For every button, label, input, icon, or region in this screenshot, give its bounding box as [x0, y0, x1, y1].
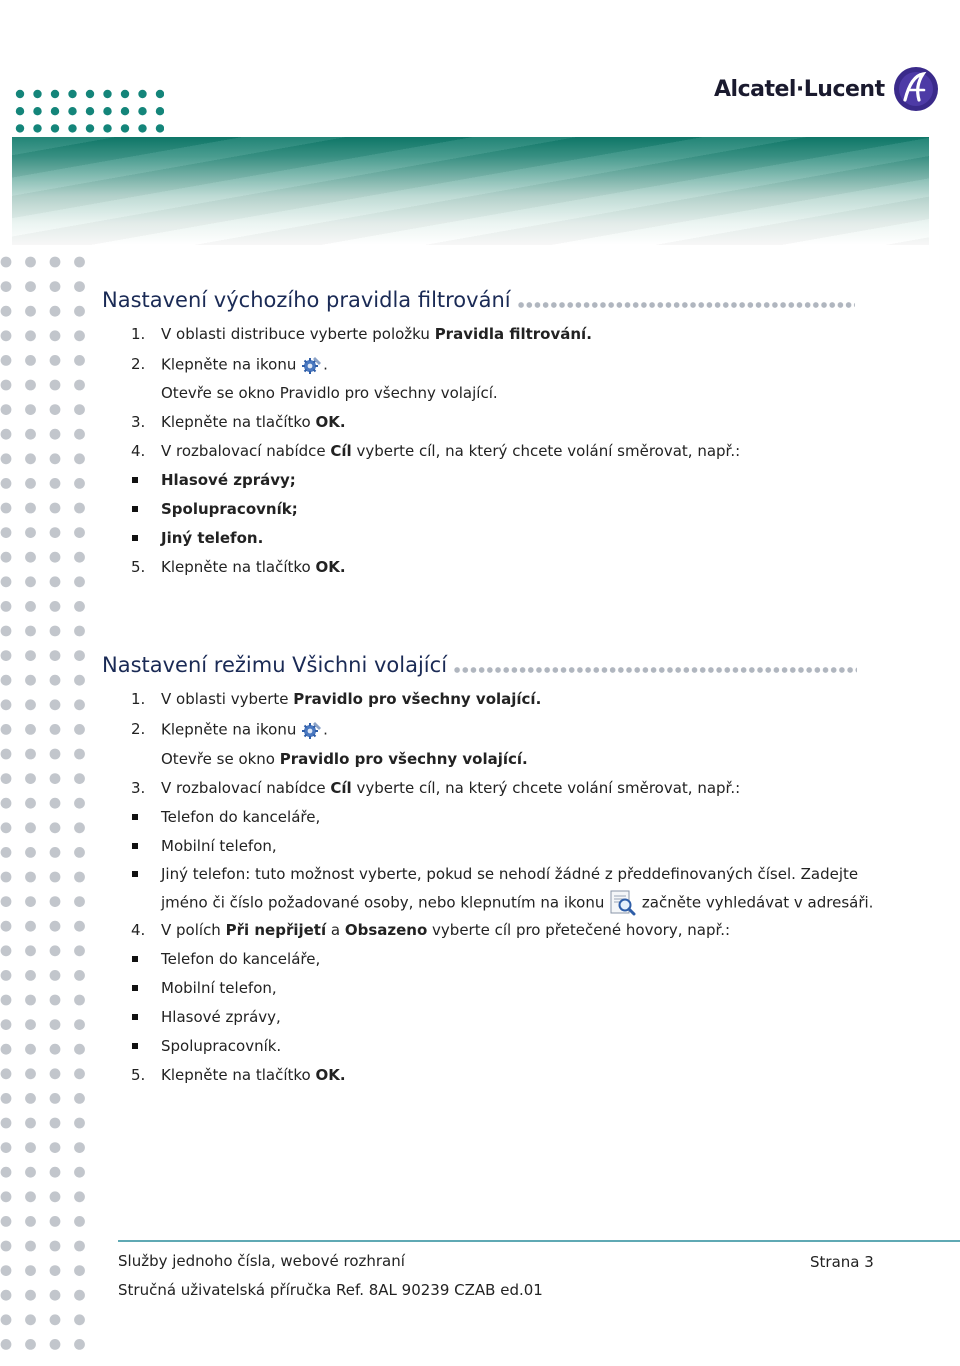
decorative-dot — [1, 1191, 12, 1202]
title-dots — [453, 667, 857, 673]
decorative-dot — [1, 945, 12, 956]
bullet-marker — [132, 956, 138, 962]
decorative-dot — [50, 576, 61, 587]
decorative-dot — [50, 1191, 61, 1202]
decorative-dot — [50, 626, 61, 637]
decorative-dot — [16, 124, 24, 132]
decorative-dot — [25, 527, 36, 538]
decorative-dot — [33, 90, 41, 98]
bullet-marker — [132, 1014, 138, 1020]
decorative-dot — [1, 527, 12, 538]
decorative-dot — [74, 699, 85, 710]
decorative-dot — [50, 1093, 61, 1104]
decorative-dot — [25, 872, 36, 883]
decorative-dot — [25, 576, 36, 587]
decorative-dot — [25, 380, 36, 391]
decorative-dot — [25, 281, 36, 292]
decorative-dot — [50, 1314, 61, 1325]
decorative-dot — [74, 1118, 85, 1129]
decorative-dot — [74, 872, 85, 883]
decorative-dot — [74, 380, 85, 391]
decorative-dot — [74, 1191, 85, 1202]
settings-gear-icon[interactable] — [301, 355, 323, 375]
decorative-dot — [50, 724, 61, 735]
decorative-dot — [74, 429, 85, 440]
decorative-dot — [50, 847, 61, 858]
decorative-dot — [16, 90, 24, 98]
decorative-dot — [25, 822, 36, 833]
decorative-dot — [1, 847, 12, 858]
decorative-dot — [74, 773, 85, 784]
decorative-dot — [74, 1068, 85, 1079]
decorative-dot — [74, 355, 85, 366]
decorative-dot — [1, 1093, 12, 1104]
decorative-dot — [1, 970, 12, 981]
decorative-dot — [138, 107, 146, 115]
decorative-dot — [50, 527, 61, 538]
decorative-dot — [25, 1019, 36, 1030]
logo-mark-icon — [893, 66, 939, 112]
decorative-dot — [50, 699, 61, 710]
decorative-dot — [50, 281, 61, 292]
decorative-dot — [1, 699, 12, 710]
decorative-dot — [50, 1068, 61, 1079]
decorative-dot — [50, 429, 61, 440]
decorative-dot — [1, 478, 12, 489]
decorative-dot — [51, 90, 59, 98]
decorative-dot — [1, 650, 12, 661]
bullet-marker — [132, 535, 138, 541]
decorative-dot — [74, 945, 85, 956]
decorative-dot — [1, 995, 12, 1006]
decorative-dot — [25, 749, 36, 760]
decorative-dot — [74, 453, 85, 464]
decorative-dot — [1, 601, 12, 612]
decorative-dot — [1, 503, 12, 514]
decorative-dot — [25, 257, 36, 268]
decorative-dot — [25, 478, 36, 489]
decorative-dot — [33, 107, 41, 115]
decorative-dot — [50, 749, 61, 760]
decorative-dot — [50, 1265, 61, 1276]
decorative-dot — [25, 404, 36, 415]
decorative-dot — [1, 1241, 12, 1252]
decorative-dot — [25, 1314, 36, 1325]
decorative-dot — [1, 1044, 12, 1055]
decorative-dot — [25, 970, 36, 981]
decorative-dot — [25, 650, 36, 661]
decorative-dot — [50, 1290, 61, 1301]
decorative-dot — [50, 970, 61, 981]
bullet-marker — [132, 506, 138, 512]
decorative-dot — [50, 1044, 61, 1055]
decorative-dot — [1, 306, 12, 317]
decorative-dot — [25, 1216, 36, 1227]
decorative-dot — [68, 90, 76, 98]
decorative-dot — [25, 552, 36, 563]
decorative-dot — [1, 576, 12, 587]
decorative-dot — [74, 822, 85, 833]
decorative-dot — [50, 995, 61, 1006]
decorative-dot — [68, 124, 76, 132]
decorative-dot — [16, 107, 24, 115]
decorative-dot — [50, 921, 61, 932]
decorative-dot — [50, 872, 61, 883]
settings-gear-icon[interactable] — [301, 720, 323, 740]
decorative-dot — [74, 576, 85, 587]
decorative-dot — [1, 404, 12, 415]
decorative-dot — [74, 1216, 85, 1227]
decorative-dot — [1, 1068, 12, 1079]
company-logo — [714, 66, 939, 112]
decorative-dot — [50, 1118, 61, 1129]
decorative-dot — [74, 1167, 85, 1178]
decorative-dot — [25, 1142, 36, 1153]
decorative-dot — [74, 847, 85, 858]
decorative-dot — [50, 1019, 61, 1030]
decorative-dot — [50, 896, 61, 907]
decorative-dot — [25, 330, 36, 341]
decorative-dot — [121, 107, 129, 115]
decorative-dot — [50, 453, 61, 464]
decorative-dot — [25, 773, 36, 784]
decorative-dot — [50, 798, 61, 809]
decorative-dot — [33, 124, 41, 132]
decorative-dot — [25, 355, 36, 366]
decorative-dot — [74, 724, 85, 735]
decorative-dot — [50, 478, 61, 489]
decorative-dot — [74, 921, 85, 932]
decorative-dot — [1, 1167, 12, 1178]
decorative-dot — [1, 675, 12, 686]
decorative-dot — [1, 773, 12, 784]
decorative-dot — [25, 896, 36, 907]
decorative-dot — [1, 1118, 12, 1129]
decorative-dot — [25, 601, 36, 612]
bullet-marker — [132, 843, 138, 849]
footer-rule — [118, 1240, 960, 1242]
decorative-dot — [74, 1019, 85, 1030]
decorative-dot — [1, 1216, 12, 1227]
footer-page-number: Strana 3 — [810, 1253, 874, 1271]
decorative-dot — [1, 798, 12, 809]
decorative-dot — [86, 107, 94, 115]
decorative-dot — [50, 380, 61, 391]
decorative-dot — [74, 675, 85, 686]
decorative-dot — [25, 995, 36, 1006]
title-dots — [517, 302, 855, 308]
decorative-dot — [50, 503, 61, 514]
decorative-dot — [51, 124, 59, 132]
decorative-dot — [50, 675, 61, 686]
decorative-dot — [50, 404, 61, 415]
decorative-dot — [74, 1241, 85, 1252]
decorative-dot — [74, 306, 85, 317]
decorative-dot — [25, 847, 36, 858]
decorative-dot — [25, 453, 36, 464]
decorative-dot — [1, 896, 12, 907]
header-banner — [12, 137, 929, 245]
decorative-dot — [74, 1265, 85, 1276]
decorative-dot — [25, 1068, 36, 1079]
decorative-dot — [74, 1093, 85, 1104]
decorative-dot — [1, 724, 12, 735]
directory-search-icon[interactable] — [609, 890, 637, 916]
decorative-dot — [25, 1265, 36, 1276]
decorative-dot — [156, 107, 164, 115]
decorative-dot — [74, 1290, 85, 1301]
decorative-dot — [1, 626, 12, 637]
decorative-dot — [1, 1019, 12, 1030]
decorative-dot — [1, 1265, 12, 1276]
decorative-dot — [50, 1241, 61, 1252]
decorative-dot — [25, 1339, 36, 1350]
decorative-dot — [121, 90, 129, 98]
decorative-dot — [156, 90, 164, 98]
decorative-dot — [68, 107, 76, 115]
decorative-dot — [74, 896, 85, 907]
decorative-dot — [25, 429, 36, 440]
footer-doc-title: Služby jednoho čísla, webové rozhraní — [118, 1252, 405, 1270]
decorative-dot — [1, 552, 12, 563]
decorative-dot — [74, 1314, 85, 1325]
decorative-dot — [25, 921, 36, 932]
decorative-dot — [1, 822, 12, 833]
decorative-dot — [74, 281, 85, 292]
decorative-dot — [50, 1339, 61, 1350]
decorative-dot — [74, 970, 85, 981]
decorative-dot — [74, 995, 85, 1006]
decorative-dot — [74, 798, 85, 809]
decorative-dot — [25, 675, 36, 686]
decorative-dot — [50, 330, 61, 341]
decorative-dot — [74, 1142, 85, 1153]
bullet-marker — [132, 871, 138, 877]
decorative-dot — [74, 749, 85, 760]
decorative-dot — [1, 257, 12, 268]
decorative-dot — [103, 124, 111, 132]
decorative-dot — [138, 90, 146, 98]
decorative-dot — [50, 306, 61, 317]
decorative-dot — [74, 404, 85, 415]
decorative-dot — [121, 124, 129, 132]
decorative-dot — [1, 281, 12, 292]
decorative-dot — [74, 330, 85, 341]
decorative-dot — [25, 503, 36, 514]
decorative-dot — [1, 749, 12, 760]
decorative-dot — [25, 1241, 36, 1252]
decorative-dot — [1, 921, 12, 932]
decorative-dot — [50, 822, 61, 833]
decorative-dot — [1, 1314, 12, 1325]
decorative-dot — [74, 650, 85, 661]
decorative-dot — [1, 380, 12, 391]
decorative-dot — [25, 1093, 36, 1104]
decorative-dot — [50, 257, 61, 268]
decorative-dot — [74, 552, 85, 563]
decorative-dot — [74, 1339, 85, 1350]
decorative-dot — [25, 1167, 36, 1178]
bullet-marker — [132, 814, 138, 820]
bullet-marker — [132, 477, 138, 483]
decorative-dot — [50, 552, 61, 563]
decorative-dot — [1, 1290, 12, 1301]
decorative-dot — [1, 1339, 12, 1350]
decorative-dot — [25, 724, 36, 735]
bullet-marker — [132, 985, 138, 991]
decorative-dot — [1, 872, 12, 883]
decorative-dot — [25, 798, 36, 809]
decorative-dot — [25, 1290, 36, 1301]
decorative-dot — [74, 601, 85, 612]
logo-wordmark: Alcatel·Lucent — [714, 76, 885, 102]
decorative-dot — [74, 257, 85, 268]
decorative-dot — [74, 478, 85, 489]
decorative-dot — [86, 124, 94, 132]
decorative-dot — [138, 124, 146, 132]
decorative-dot — [25, 1191, 36, 1202]
decorative-dot — [50, 650, 61, 661]
decorative-dot — [51, 107, 59, 115]
decorative-dot — [50, 355, 61, 366]
section-title-default-rule: Nastavení výchozího pravidla filtrování — [102, 288, 855, 312]
decorative-dot — [86, 90, 94, 98]
decorative-dot — [50, 601, 61, 612]
decorative-dot — [25, 626, 36, 637]
decorative-dot — [25, 1044, 36, 1055]
decorative-dot — [74, 527, 85, 538]
decorative-dot — [1, 355, 12, 366]
decorative-dot — [1, 330, 12, 341]
decorative-dot — [103, 107, 111, 115]
decorative-dot — [74, 503, 85, 514]
decorative-dot — [74, 626, 85, 637]
decorative-dot — [1, 1142, 12, 1153]
section-title-all-callers: Nastavení režimu Všichni volající — [102, 653, 857, 677]
decorative-dot — [50, 1216, 61, 1227]
decorative-dot — [25, 306, 36, 317]
decorative-dot — [103, 90, 111, 98]
decorative-dot — [50, 945, 61, 956]
decorative-dot — [1, 429, 12, 440]
decorative-dot — [50, 1142, 61, 1153]
decorative-dot — [74, 1044, 85, 1055]
decorative-dot — [25, 699, 36, 710]
decorative-dot — [25, 1118, 36, 1129]
footer-reference: Stručná uživatelská příručka Ref. 8AL 90239 CZAB ed.01 — [118, 1281, 543, 1299]
side-dot-pattern — [0, 256, 100, 1366]
decorative-dot — [25, 945, 36, 956]
bullet-marker — [132, 1043, 138, 1049]
decorative-dot — [1, 453, 12, 464]
decorative-dot — [50, 1167, 61, 1178]
decorative-dot — [50, 773, 61, 784]
decorative-dot — [156, 124, 164, 132]
